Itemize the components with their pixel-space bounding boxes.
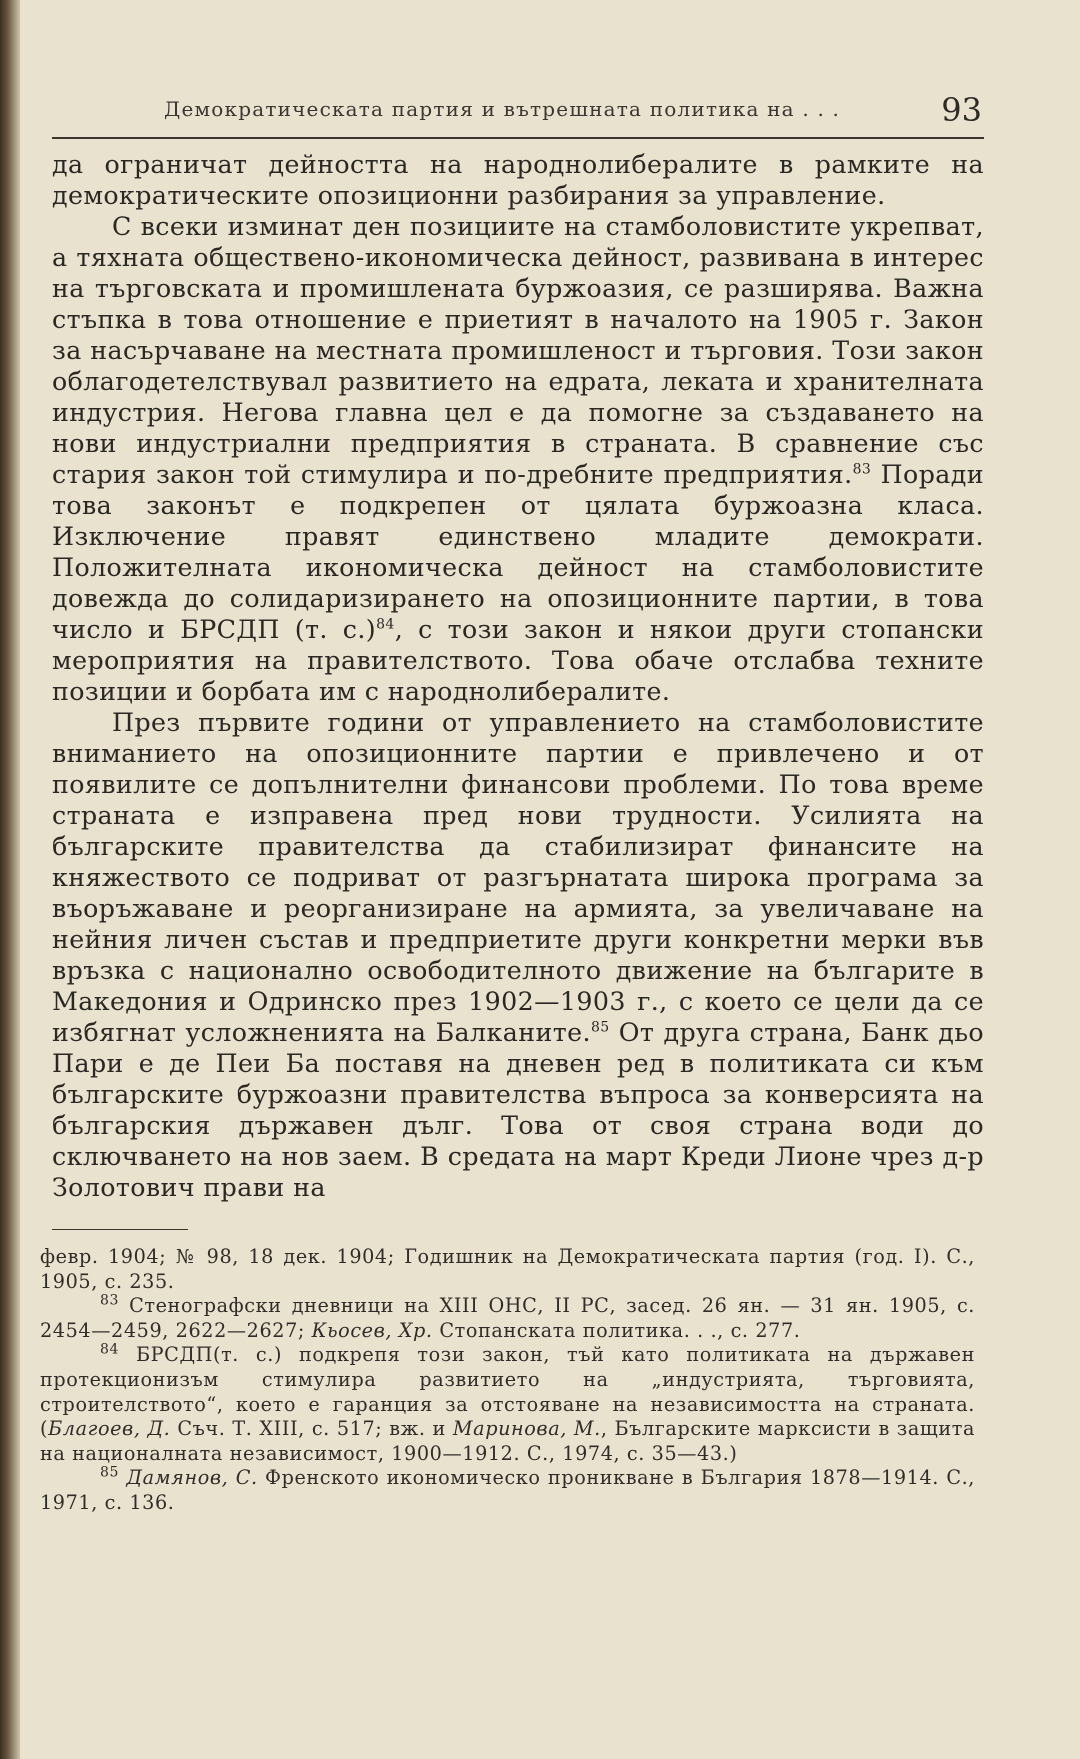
footnote-separator [52,1229,188,1230]
book-spine-shadow [0,0,20,1759]
page-number: 93 [941,91,982,129]
footnote-83-number: 83 [100,1292,120,1309]
paragraph-1: да ограничат дейността на народнолибералите в рамките на демократическите опозиционни разбирания за управление. [52,150,984,210]
footnote-84-text-c: , Българските марксисти в защита на националната независимост, 1900—1912. С., 1974, с. 35—43.) [40,1417,975,1465]
paragraph-2-part-a: С всеки изминат ден позициите на стамболовистите укрепват, а тяхната обществено-икономическа дейност, развивана в интерес на търговската и промишлената буржоазия, се разширява. Важна стъпка в това отношение е приетият в началото на 1905 г. Закон за насърчаване на местната промишленост и търговия. Този закон облагодетелствувал развитието на едрата, леката и хранителната индустрия. Негова главна цел е да помогне за създаването на нови индустриални предприятия в страната. В сравнение със стария закон той стимулира и по-дребните предприятия. [52,212,984,489]
paragraph-2-part-b: Поради това законът е подкрепен от цялата буржоазна класа. Изключение правят единствено младите демократи. Положителната икономическа дейност на стамболовистите довежда до солидаризирането на опозиционните партии, в това число и БРСДП (т. с.) [52,460,985,644]
footnote-85-author: Дамянов, С. [126,1466,258,1490]
paragraph-3 [52,707,984,1203]
footnote-84-author-1: Благоев, Д. [48,1417,171,1441]
running-header [52,91,984,139]
footnote-ref-85: 85 [590,1019,610,1036]
footnote-83-text-b: Стопанската политика. . ., с. 277. [432,1318,801,1342]
footnote-ref-84: 84 [376,616,395,633]
running-title: Демократическата партия и вътрешната политика на . . . [164,97,841,121]
footnote-85-text: Френското икономическо проникване в България 1878—1914. С., 1971, с. 136. [40,1466,976,1514]
footnote-83 [40,1294,975,1343]
footnotes [40,1245,975,1516]
footnote-84-author-2: Маринова, М. [452,1417,601,1441]
paragraph-2-part-c: , с този закон и някои други стопански мероприятия на правителството. Това обаче отслабва техните позиции и борбата им с народнолибералите. [52,615,984,706]
page [52,91,985,1203]
footnote-84-number: 84 [100,1341,120,1358]
footnote-84-text-a: БРСДП(т. с.) подкрепя този закон, тъй като политиката на държавен протекционизъм стимулира развитието на „индустрията, търговията, строителството“, което е гаранция за отстояване на независимостта на страната. ( [40,1343,976,1441]
paragraph-2 [52,211,984,707]
main-text [52,149,984,1203]
footnote-85 [40,1466,975,1515]
footnote-ref-83: 83 [852,461,872,478]
footnote-83-author: Кьосев, Хр. [311,1318,433,1342]
footnote-continuation: февр. 1904; № 98, 18 дек. 1904; Годишник на Демократическата партия (год. I). С., 1905, с. 235. [40,1245,975,1293]
paragraph-3-part-b: От друга страна, Банк дьо Пари е де Пеи Ба поставя на дневен ред в политиката си към българските буржоазни правителства въпроса за конверсията на българския държавен дълг. Това от своя страна води до сключването на нов заем. В средата на март Креди Лионе чрез д-р Золотович прави на [52,1018,984,1202]
footnote-84 [40,1343,975,1466]
paragraph-3-part-a: През първите години от управлението на стамболовистите вниманието на опозиционните партии е привлечено и от появилите се допълнителни финансови проблеми. По това време страната е изправена пред нови трудности. Усилията на българските правителства да стабилизират финансите на княжеството се подриват от разгърнатата широка програма за въоръжаване и реорганизиране на армията, за увеличаване на нейния личен състав и предприетите други конкретни мерки във връзка с национално освободителното движение на българите в Македония и Одринско през 1902—1903 г., с което се цели да се избягнат усложненията на Балканите. [52,708,984,1047]
footnote-84-text-b: Съч. Т. XIII, с. 517; вж. и [170,1417,453,1441]
footnote-85-number: 85 [100,1464,120,1481]
footnote-83-text-a: Стенографски дневници на XIII ОНС, II РС, засед. 26 ян. — 31 ян. 1905, с. 2454—2459, 2622—2627; [40,1294,975,1342]
